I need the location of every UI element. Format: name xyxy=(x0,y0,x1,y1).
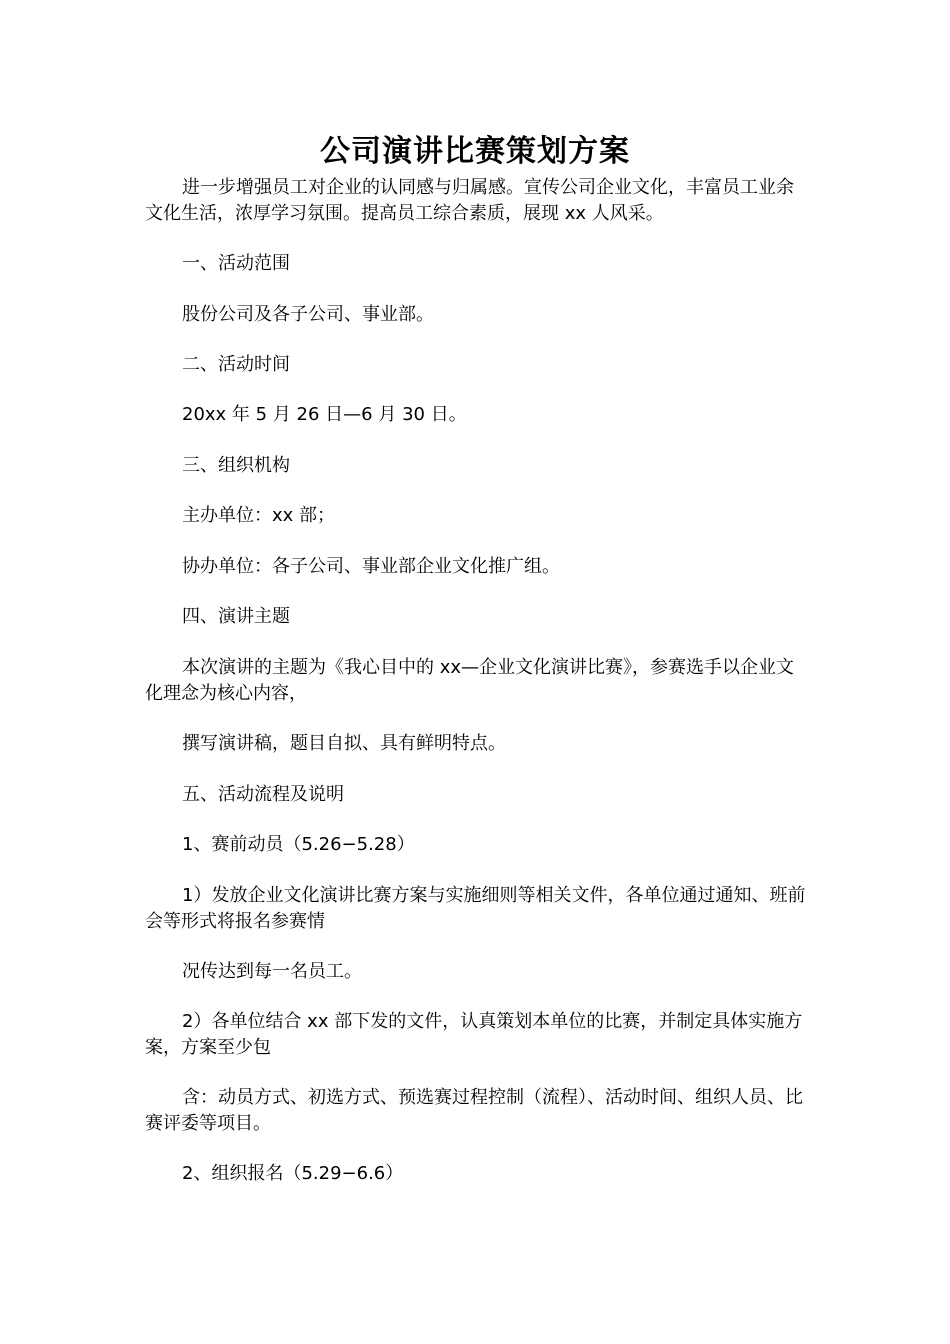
mobilization-item-2: 2）各单位结合 xx 部下发的文件，认真策划本单位的比赛，并制定具体实施方案，方案至少包 xyxy=(145,1011,803,1058)
section-heading-scope: 一、活动范围 xyxy=(182,253,290,274)
intro-paragraph: 进一步增强员工对企业的认同感与归属感。宣传公司企业文化，丰富员工业余文化生活，浓厚学习氛围。提高员工综合素质，展现 xx 人风采。 xyxy=(145,177,794,224)
section-heading-theme: 四、演讲主题 xyxy=(182,606,290,627)
process-step-mobilization: 1、赛前动员（5.26−5.28） xyxy=(182,834,415,855)
theme-paragraph-continued: 撰写演讲稿，题目自拟、具有鲜明特点。 xyxy=(182,733,506,754)
document-title: 公司演讲比赛策划方案 xyxy=(320,134,630,169)
mobilization-item-2-continued: 含：动员方式、初选方式、预选赛过程控制（流程）、活动时间、组织人员、比赛评委等项目。 xyxy=(145,1087,803,1134)
mobilization-item-1-continued: 况传达到每一名员工。 xyxy=(182,961,362,982)
section-heading-process: 五、活动流程及说明 xyxy=(182,784,344,805)
host-unit-paragraph: 主办单位：xx 部； xyxy=(182,505,336,526)
section-heading-organization: 三、组织机构 xyxy=(182,455,290,476)
theme-paragraph: 本次演讲的主题为《我心目中的 xx—企业文化演讲比赛》，参赛选手以企业文化理念为核心内容， xyxy=(145,657,795,704)
co-host-unit-paragraph: 协办单位：各子公司、事业部企业文化推广组。 xyxy=(182,556,560,577)
section-heading-time: 二、活动时间 xyxy=(182,354,290,375)
scope-paragraph: 股份公司及各子公司、事业部。 xyxy=(182,304,434,325)
process-step-registration: 2、组织报名（5.29−6.6） xyxy=(182,1163,404,1184)
mobilization-item-1: 1）发放企业文化演讲比赛方案与实施细则等相关文件，各单位通过通知、班前会等形式将报名参赛情 xyxy=(145,885,806,932)
time-paragraph: 20xx 年 5 月 26 日—6 月 30 日。 xyxy=(182,404,467,425)
